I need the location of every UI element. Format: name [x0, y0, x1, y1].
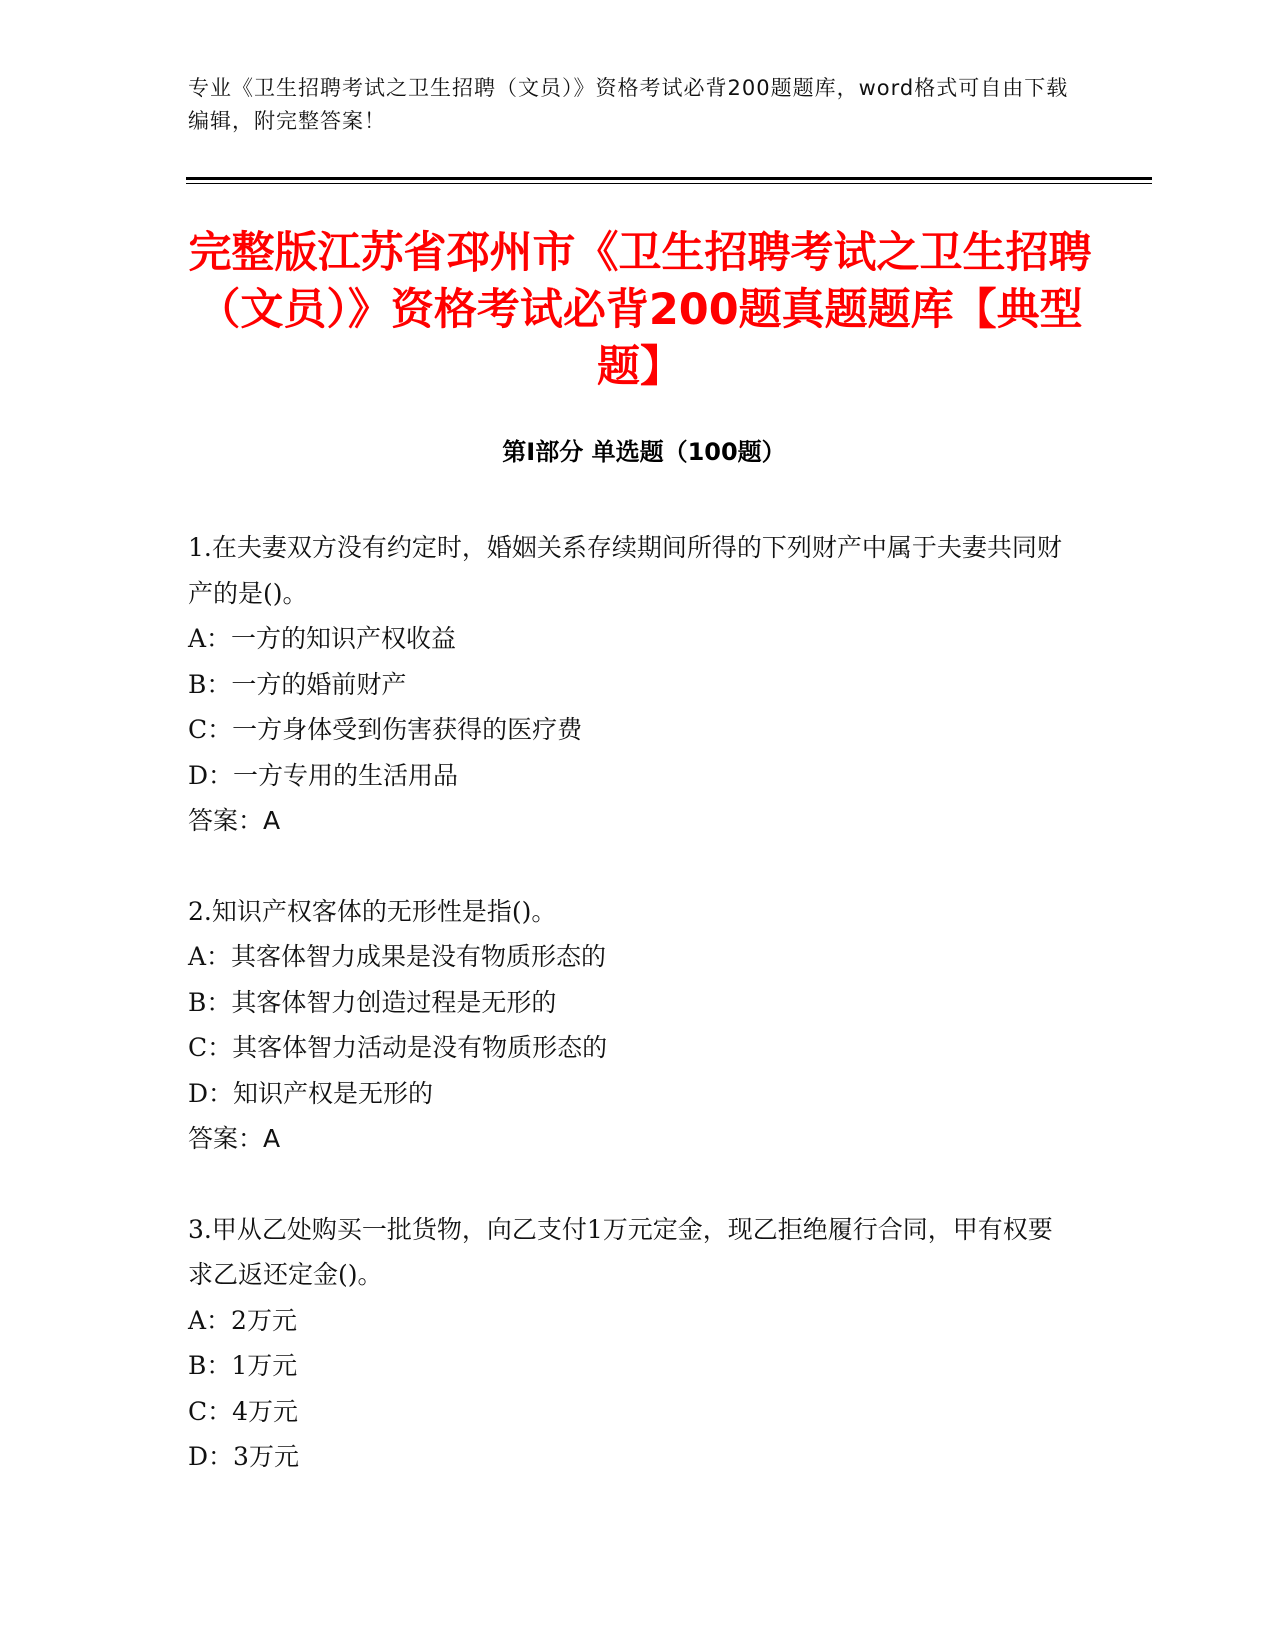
option-a: A：其客体智力成果是没有物质形态的 — [188, 942, 607, 971]
option-c: C：一方身体受到伤害获得的医疗费 — [188, 715, 583, 744]
option-d: D：知识产权是无形的 — [188, 1078, 434, 1108]
header-note: 专业《卫生招聘考试之卫生招聘（文员）》资格考试必背200题题库，word格式可自由下载编辑，附完整答案！ — [188, 76, 1069, 133]
option-b: B：一方的婚前财产 — [188, 669, 407, 699]
answer: 答案：A — [188, 806, 281, 835]
header-divider-thin — [186, 183, 1152, 184]
option-d: D：一方专用的生活用品 — [188, 760, 459, 790]
option-c: C：4万元 — [188, 1396, 299, 1426]
option-a: A：2万元 — [188, 1305, 297, 1335]
option-d: D：3万元 — [188, 1442, 299, 1471]
question-2 — [188, 889, 1068, 1162]
option-b: B：其客体智力创造过程是无形的 — [188, 987, 557, 1017]
question-stem: 2.知识产权客体的无形性是指()。 — [188, 896, 557, 926]
option-b: B：1万元 — [188, 1351, 298, 1380]
document-title: 完整版江苏省邳州市《卫生招聘考试之卫生招聘（文员）》资格考试必背200题真题题库【典型题】 — [188, 228, 1092, 392]
question-1 — [188, 525, 1068, 844]
section-title: 第I部分 单选题（100题） — [502, 438, 786, 466]
question-list — [188, 525, 1068, 1525]
question-stem: 3.甲从乙处购买一批货物，向乙支付1万元定金，现乙拒绝履行合同，甲有权要求乙返还定金()。 — [188, 1214, 1053, 1289]
option-c: C：其客体智力活动是没有物质形态的 — [188, 1033, 608, 1062]
question-3 — [188, 1207, 1068, 1480]
answer: 答案：A — [188, 1124, 281, 1153]
question-stem: 1.在夫妻双方没有约定时，婚姻关系存续期间所得的下列财产中属于夫妻共同财产的是()。 — [188, 533, 1062, 608]
header-divider-thick — [186, 177, 1152, 180]
option-a: A：一方的知识产权收益 — [188, 624, 457, 653]
